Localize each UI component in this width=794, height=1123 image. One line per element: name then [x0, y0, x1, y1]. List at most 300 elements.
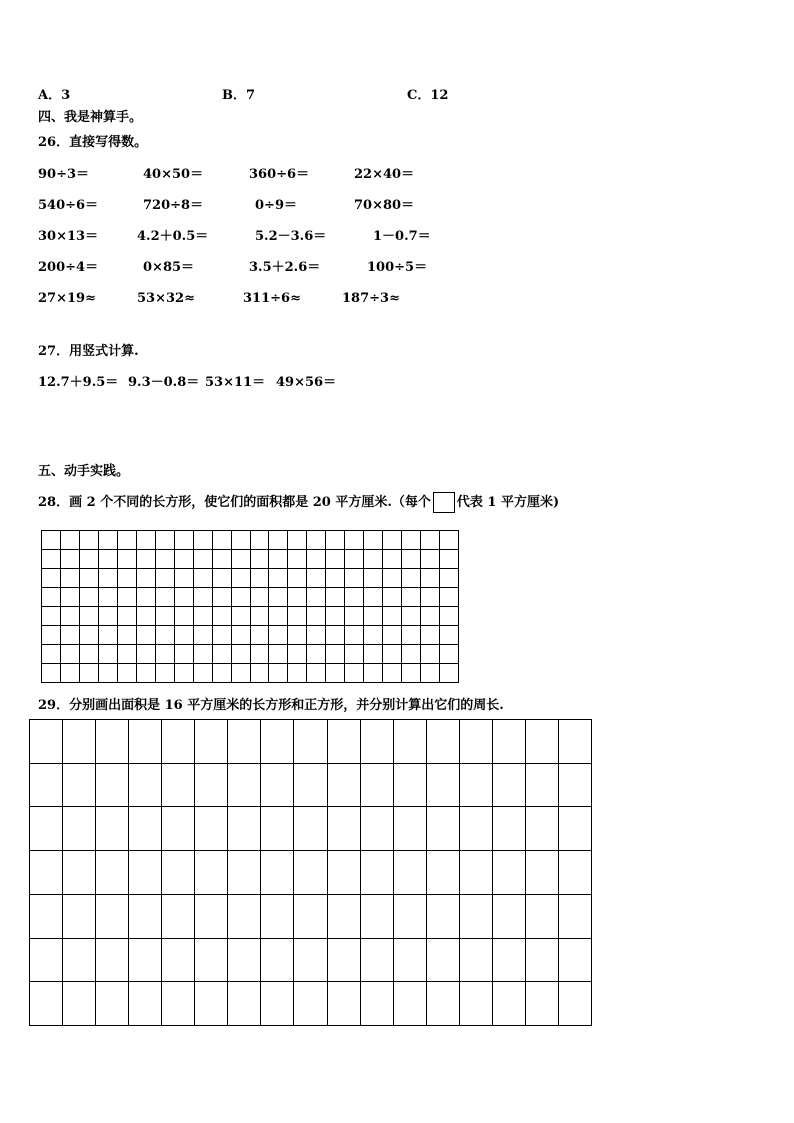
- grid-cell[interactable]: [493, 807, 526, 851]
- grid-cell[interactable]: [526, 982, 559, 1026]
- grid-cell[interactable]: [559, 764, 592, 808]
- grid-cell[interactable]: [156, 531, 175, 550]
- grid-cell[interactable]: [328, 895, 361, 939]
- grid-cell[interactable]: [99, 626, 118, 645]
- grid-cell[interactable]: [394, 939, 427, 983]
- grid-cell[interactable]: [232, 645, 251, 664]
- grid-cell[interactable]: [328, 939, 361, 983]
- grid-cell[interactable]: [156, 664, 175, 683]
- grid-cell[interactable]: [42, 645, 61, 664]
- grid-cell[interactable]: [402, 550, 421, 569]
- grid-cell[interactable]: [228, 720, 261, 764]
- grid-cell[interactable]: [213, 588, 232, 607]
- grid-cell[interactable]: [526, 895, 559, 939]
- grid-cell[interactable]: [526, 807, 559, 851]
- grid-cell[interactable]: [137, 531, 156, 550]
- grid-cell[interactable]: [232, 588, 251, 607]
- grid-cell[interactable]: [118, 550, 137, 569]
- grid-cell[interactable]: [261, 720, 294, 764]
- grid-cell[interactable]: [195, 982, 228, 1026]
- grid-cell[interactable]: [345, 607, 364, 626]
- grid-cell[interactable]: [326, 550, 345, 569]
- grid-cell[interactable]: [326, 626, 345, 645]
- grid-cell[interactable]: [294, 807, 327, 851]
- grid-cell[interactable]: [345, 588, 364, 607]
- grid-cell[interactable]: [394, 807, 427, 851]
- grid-cell[interactable]: [427, 720, 460, 764]
- grid-cell[interactable]: [345, 645, 364, 664]
- grid-cell[interactable]: [460, 939, 493, 983]
- grid-cell[interactable]: [42, 626, 61, 645]
- grid-cell[interactable]: [326, 664, 345, 683]
- grid-cell[interactable]: [526, 851, 559, 895]
- grid-cell[interactable]: [42, 569, 61, 588]
- grid-cell[interactable]: [326, 645, 345, 664]
- grid-cell[interactable]: [162, 764, 195, 808]
- grid-cell[interactable]: [307, 626, 326, 645]
- grid-cell[interactable]: [251, 588, 270, 607]
- grid-cell[interactable]: [63, 764, 96, 808]
- grid-cell[interactable]: [80, 626, 99, 645]
- grid-cell[interactable]: [361, 807, 394, 851]
- grid-cell[interactable]: [364, 550, 383, 569]
- grid-cell[interactable]: [137, 588, 156, 607]
- grid-cell[interactable]: [345, 550, 364, 569]
- grid-cell[interactable]: [559, 939, 592, 983]
- grid-cell[interactable]: [251, 664, 270, 683]
- grid-cell[interactable]: [195, 939, 228, 983]
- grid-cell[interactable]: [162, 895, 195, 939]
- grid-cell[interactable]: [269, 588, 288, 607]
- grid-cell[interactable]: [440, 569, 459, 588]
- grid-cell[interactable]: [42, 664, 61, 683]
- grid-cell[interactable]: [232, 626, 251, 645]
- grid-cell[interactable]: [402, 607, 421, 626]
- grid-cell[interactable]: [251, 607, 270, 626]
- grid-cell[interactable]: [194, 550, 213, 569]
- grid-cell[interactable]: [328, 807, 361, 851]
- grid-cell[interactable]: [194, 531, 213, 550]
- grid-cell[interactable]: [30, 720, 63, 764]
- grid-cell[interactable]: [63, 720, 96, 764]
- grid-cell[interactable]: [440, 550, 459, 569]
- grid-cell[interactable]: [383, 626, 402, 645]
- grid-cell[interactable]: [118, 531, 137, 550]
- grid-cell[interactable]: [493, 982, 526, 1026]
- grid-cell[interactable]: [460, 851, 493, 895]
- grid-cell[interactable]: [195, 764, 228, 808]
- grid-cell[interactable]: [42, 588, 61, 607]
- grid-cell[interactable]: [269, 569, 288, 588]
- grid-cell[interactable]: [228, 982, 261, 1026]
- grid-cell[interactable]: [156, 626, 175, 645]
- grid-cell[interactable]: [421, 607, 440, 626]
- grid-cell[interactable]: [96, 764, 129, 808]
- q26-item: 5.2－3.6＝: [255, 229, 327, 244]
- grid-cell[interactable]: [175, 588, 194, 607]
- grid-cell[interactable]: [493, 895, 526, 939]
- grid-cell[interactable]: [307, 645, 326, 664]
- grid-cell[interactable]: [213, 550, 232, 569]
- grid-cell[interactable]: [440, 531, 459, 550]
- grid-cell[interactable]: [559, 807, 592, 851]
- grid-cell[interactable]: [460, 720, 493, 764]
- grid-cell[interactable]: [61, 531, 80, 550]
- grid-cell[interactable]: [175, 664, 194, 683]
- grid-cell[interactable]: [394, 764, 427, 808]
- grid-cell[interactable]: [156, 550, 175, 569]
- grid-cell[interactable]: [421, 645, 440, 664]
- grid-cell[interactable]: [383, 588, 402, 607]
- grid-cell[interactable]: [137, 550, 156, 569]
- grid-cell[interactable]: [228, 939, 261, 983]
- grid-cell[interactable]: [213, 569, 232, 588]
- grid-cell[interactable]: [137, 645, 156, 664]
- grid-cell[interactable]: [30, 939, 63, 983]
- grid-cell[interactable]: [42, 607, 61, 626]
- q27-item: 9.3－0.8＝: [128, 375, 200, 390]
- grid-cell[interactable]: [213, 626, 232, 645]
- grid-cell[interactable]: [228, 807, 261, 851]
- grid-cell[interactable]: [195, 851, 228, 895]
- grid-cell[interactable]: [129, 764, 162, 808]
- grid-cell[interactable]: [421, 588, 440, 607]
- grid-cell[interactable]: [162, 939, 195, 983]
- grid-cell[interactable]: [99, 588, 118, 607]
- grid-cell[interactable]: [326, 607, 345, 626]
- grid-cell[interactable]: [194, 569, 213, 588]
- grid-cell[interactable]: [61, 664, 80, 683]
- grid-cell[interactable]: [383, 607, 402, 626]
- grid-cell[interactable]: [61, 588, 80, 607]
- grid-cell[interactable]: [440, 588, 459, 607]
- grid-cell[interactable]: [269, 550, 288, 569]
- grid-cell[interactable]: [402, 645, 421, 664]
- grid-cell[interactable]: [63, 895, 96, 939]
- grid-cell[interactable]: [118, 569, 137, 588]
- grid-cell[interactable]: [213, 645, 232, 664]
- grid-cell[interactable]: [162, 720, 195, 764]
- grid-cell[interactable]: [80, 531, 99, 550]
- grid-cell[interactable]: [402, 531, 421, 550]
- grid-cell[interactable]: [460, 764, 493, 808]
- grid-cell[interactable]: [288, 550, 307, 569]
- grid-cell[interactable]: [251, 531, 270, 550]
- grid-cell[interactable]: [61, 645, 80, 664]
- grid-cell[interactable]: [99, 531, 118, 550]
- grid-cell[interactable]: [361, 720, 394, 764]
- grid-cell[interactable]: [294, 764, 327, 808]
- grid-cell[interactable]: [394, 720, 427, 764]
- grid-cell[interactable]: [328, 851, 361, 895]
- grid-cell[interactable]: [307, 607, 326, 626]
- grid-cell[interactable]: [421, 664, 440, 683]
- grid-cell[interactable]: [175, 607, 194, 626]
- grid-cell[interactable]: [228, 764, 261, 808]
- grid-cell[interactable]: [63, 807, 96, 851]
- grid-cell[interactable]: [232, 607, 251, 626]
- grid-cell[interactable]: [288, 588, 307, 607]
- q26-item: 53×32≈: [137, 291, 195, 306]
- grid-cell[interactable]: [440, 645, 459, 664]
- grid-cell[interactable]: [261, 982, 294, 1026]
- grid-cell[interactable]: [261, 807, 294, 851]
- grid-cell[interactable]: [526, 720, 559, 764]
- grid-cell[interactable]: [328, 720, 361, 764]
- grid-cell[interactable]: [96, 895, 129, 939]
- grid-cell[interactable]: [194, 607, 213, 626]
- grid-cell[interactable]: [251, 626, 270, 645]
- grid-cell[interactable]: [361, 895, 394, 939]
- grid-cell[interactable]: [228, 895, 261, 939]
- grid-cell[interactable]: [232, 569, 251, 588]
- grid-cell[interactable]: [162, 982, 195, 1026]
- grid-cell[interactable]: [261, 939, 294, 983]
- grid-cell[interactable]: [294, 895, 327, 939]
- grid-cell[interactable]: [394, 895, 427, 939]
- grid-cell[interactable]: [288, 645, 307, 664]
- grid-cell[interactable]: [80, 645, 99, 664]
- grid-cell[interactable]: [307, 531, 326, 550]
- grid-cell[interactable]: [80, 588, 99, 607]
- grid-cell[interactable]: [364, 588, 383, 607]
- grid-cell[interactable]: [175, 645, 194, 664]
- grid-cell[interactable]: [30, 982, 63, 1026]
- grid-cell[interactable]: [526, 764, 559, 808]
- grid-cell[interactable]: [96, 982, 129, 1026]
- grid-cell[interactable]: [328, 982, 361, 1026]
- grid-cell[interactable]: [118, 645, 137, 664]
- grid-cell[interactable]: [427, 939, 460, 983]
- grid-cell[interactable]: [440, 664, 459, 683]
- grid-cell[interactable]: [493, 720, 526, 764]
- grid-cell[interactable]: [118, 607, 137, 626]
- grid-cell[interactable]: [213, 607, 232, 626]
- grid-cell[interactable]: [427, 807, 460, 851]
- grid-cell[interactable]: [42, 531, 61, 550]
- grid-cell[interactable]: [232, 550, 251, 569]
- grid-cell[interactable]: [460, 807, 493, 851]
- grid-cell[interactable]: [251, 550, 270, 569]
- grid-cell[interactable]: [61, 626, 80, 645]
- grid-cell[interactable]: [99, 550, 118, 569]
- grid-cell[interactable]: [364, 664, 383, 683]
- grid-cell[interactable]: [232, 531, 251, 550]
- grid-cell[interactable]: [30, 807, 63, 851]
- grid-cell[interactable]: [61, 569, 80, 588]
- grid-cell[interactable]: [156, 607, 175, 626]
- grid-cell[interactable]: [383, 645, 402, 664]
- grid-cell[interactable]: [137, 569, 156, 588]
- grid-cell[interactable]: [294, 982, 327, 1026]
- grid-cell[interactable]: [345, 569, 364, 588]
- grid-cell[interactable]: [129, 939, 162, 983]
- grid-cell[interactable]: [328, 764, 361, 808]
- grid-cell[interactable]: [440, 607, 459, 626]
- grid-cell[interactable]: [195, 807, 228, 851]
- grid-cell[interactable]: [261, 895, 294, 939]
- grid-cell[interactable]: [162, 807, 195, 851]
- grid-cell[interactable]: [326, 588, 345, 607]
- grid-cell[interactable]: [118, 626, 137, 645]
- grid-cell[interactable]: [99, 569, 118, 588]
- grid-cell[interactable]: [394, 982, 427, 1026]
- grid-cell[interactable]: [129, 895, 162, 939]
- grid-cell[interactable]: [80, 569, 99, 588]
- grid-cell[interactable]: [269, 607, 288, 626]
- grid-cell[interactable]: [30, 764, 63, 808]
- grid-cell[interactable]: [228, 851, 261, 895]
- grid-cell[interactable]: [162, 851, 195, 895]
- grid-cell[interactable]: [96, 720, 129, 764]
- grid-cell[interactable]: [364, 531, 383, 550]
- grid-cell[interactable]: [402, 588, 421, 607]
- grid-cell[interactable]: [364, 569, 383, 588]
- grid-cell[interactable]: [80, 664, 99, 683]
- grid-cell[interactable]: [175, 531, 194, 550]
- grid-cell[interactable]: [421, 569, 440, 588]
- grid-cell[interactable]: [30, 895, 63, 939]
- grid-cell[interactable]: [394, 851, 427, 895]
- grid-cell[interactable]: [288, 626, 307, 645]
- grid-cell[interactable]: [99, 607, 118, 626]
- q28-drawing-grid[interactable]: [41, 530, 459, 683]
- grid-cell[interactable]: [294, 720, 327, 764]
- grid-cell[interactable]: [361, 939, 394, 983]
- grid-cell[interactable]: [307, 588, 326, 607]
- grid-cell[interactable]: [251, 569, 270, 588]
- grid-cell[interactable]: [326, 531, 345, 550]
- grid-cell[interactable]: [364, 645, 383, 664]
- grid-cell[interactable]: [559, 982, 592, 1026]
- grid-cell[interactable]: [194, 588, 213, 607]
- grid-cell[interactable]: [421, 531, 440, 550]
- grid-cell[interactable]: [288, 569, 307, 588]
- grid-cell[interactable]: [118, 664, 137, 683]
- grid-cell[interactable]: [460, 895, 493, 939]
- grid-cell[interactable]: [61, 550, 80, 569]
- grid-cell[interactable]: [194, 664, 213, 683]
- grid-cell[interactable]: [402, 664, 421, 683]
- grid-cell[interactable]: [493, 764, 526, 808]
- grid-cell[interactable]: [129, 807, 162, 851]
- grid-cell[interactable]: [402, 569, 421, 588]
- grid-cell[interactable]: [96, 807, 129, 851]
- grid-cell[interactable]: [99, 645, 118, 664]
- grid-cell[interactable]: [96, 939, 129, 983]
- grid-cell[interactable]: [383, 550, 402, 569]
- grid-cell[interactable]: [137, 664, 156, 683]
- grid-cell[interactable]: [42, 550, 61, 569]
- grid-cell[interactable]: [427, 764, 460, 808]
- grid-cell[interactable]: [251, 645, 270, 664]
- grid-cell[interactable]: [129, 982, 162, 1026]
- grid-cell[interactable]: [175, 550, 194, 569]
- grid-cell[interactable]: [493, 851, 526, 895]
- grid-cell[interactable]: [402, 626, 421, 645]
- grid-cell[interactable]: [345, 664, 364, 683]
- grid-cell[interactable]: [175, 569, 194, 588]
- grid-cell[interactable]: [232, 664, 251, 683]
- grid-cell[interactable]: [559, 895, 592, 939]
- grid-cell[interactable]: [213, 531, 232, 550]
- grid-cell[interactable]: [261, 851, 294, 895]
- grid-cell[interactable]: [427, 851, 460, 895]
- grid-cell[interactable]: [269, 664, 288, 683]
- grid-cell[interactable]: [307, 664, 326, 683]
- grid-cell[interactable]: [63, 851, 96, 895]
- grid-cell[interactable]: [156, 645, 175, 664]
- grid-cell[interactable]: [61, 607, 80, 626]
- grid-cell[interactable]: [288, 664, 307, 683]
- grid-cell[interactable]: [526, 939, 559, 983]
- grid-cell[interactable]: [294, 939, 327, 983]
- grid-cell[interactable]: [63, 982, 96, 1026]
- grid-cell[interactable]: [195, 895, 228, 939]
- grid-cell[interactable]: [460, 982, 493, 1026]
- grid-cell[interactable]: [345, 626, 364, 645]
- grid-cell[interactable]: [213, 664, 232, 683]
- grid-cell[interactable]: [383, 569, 402, 588]
- grid-cell[interactable]: [118, 588, 137, 607]
- grid-cell[interactable]: [361, 764, 394, 808]
- grid-cell[interactable]: [288, 531, 307, 550]
- grid-cell[interactable]: [559, 720, 592, 764]
- grid-cell[interactable]: [175, 626, 194, 645]
- grid-cell[interactable]: [129, 851, 162, 895]
- grid-cell[interactable]: [288, 607, 307, 626]
- grid-cell[interactable]: [194, 626, 213, 645]
- grid-cell[interactable]: [137, 607, 156, 626]
- grid-cell[interactable]: [364, 626, 383, 645]
- grid-cell[interactable]: [269, 531, 288, 550]
- grid-cell[interactable]: [80, 607, 99, 626]
- grid-cell[interactable]: [326, 569, 345, 588]
- grid-cell[interactable]: [129, 720, 162, 764]
- grid-cell[interactable]: [345, 531, 364, 550]
- grid-cell[interactable]: [361, 851, 394, 895]
- grid-cell[interactable]: [493, 939, 526, 983]
- grid-cell[interactable]: [383, 531, 402, 550]
- grid-cell[interactable]: [269, 626, 288, 645]
- grid-cell[interactable]: [427, 982, 460, 1026]
- grid-cell[interactable]: [30, 851, 63, 895]
- grid-cell[interactable]: [261, 764, 294, 808]
- grid-cell[interactable]: [96, 851, 129, 895]
- grid-cell[interactable]: [427, 895, 460, 939]
- grid-cell[interactable]: [294, 851, 327, 895]
- grid-cell[interactable]: [269, 645, 288, 664]
- grid-cell[interactable]: [156, 569, 175, 588]
- grid-cell[interactable]: [421, 550, 440, 569]
- grid-cell[interactable]: [99, 664, 118, 683]
- grid-cell[interactable]: [194, 645, 213, 664]
- grid-cell[interactable]: [307, 550, 326, 569]
- grid-cell[interactable]: [80, 550, 99, 569]
- grid-cell[interactable]: [421, 626, 440, 645]
- grid-cell[interactable]: [364, 607, 383, 626]
- grid-cell[interactable]: [440, 626, 459, 645]
- grid-cell[interactable]: [137, 626, 156, 645]
- grid-cell[interactable]: [307, 569, 326, 588]
- grid-cell[interactable]: [63, 939, 96, 983]
- grid-cell[interactable]: [361, 982, 394, 1026]
- grid-cell[interactable]: [156, 588, 175, 607]
- grid-cell[interactable]: [559, 851, 592, 895]
- grid-cell[interactable]: [383, 664, 402, 683]
- grid-cell[interactable]: [195, 720, 228, 764]
- q29-drawing-grid[interactable]: [29, 719, 592, 1026]
